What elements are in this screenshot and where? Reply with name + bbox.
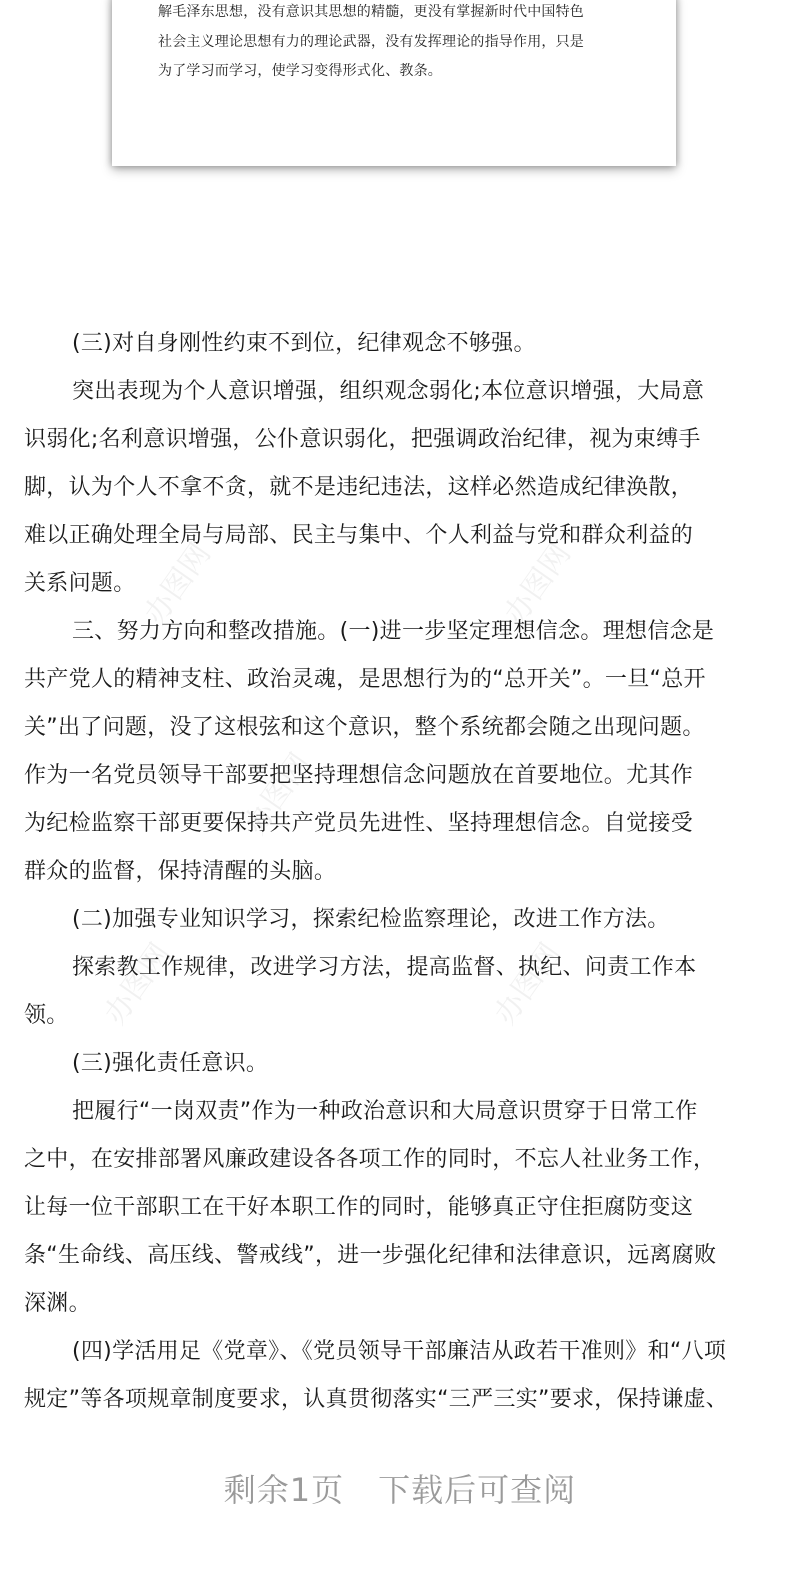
preview-page-card: [112, 0, 676, 166]
doc-paragraph-line: 之中，在安排部署风廉政建设各各项工作的同时，不忘人社业务工作，: [24, 1147, 716, 1172]
preview-text-line: 社会主义理论思想有力的理论武器，没有发挥理论的指导作用，只是: [158, 34, 584, 50]
doc-paragraph-line: 条“生命线、高压线、警戒线”，进一步强化纪律和法律意识，远离腐败: [24, 1243, 717, 1268]
doc-heading-line: (四)学活用足《党章》、《党员领导干部廉洁从政若干准则》和“八项: [72, 1339, 727, 1364]
doc-paragraph-line: 领。: [24, 1003, 69, 1028]
preview-text-line: 解毛泽东思想，没有意识其思想的精髓，更没有掌握新时代中国特色: [158, 4, 584, 20]
doc-heading-line: (三)强化责任意识。: [72, 1051, 269, 1076]
doc-paragraph-line: 三、努力方向和整改措施。(一)进一步坚定理想信念。理想信念是: [72, 619, 715, 644]
doc-paragraph-line: 把履行“一岗双责”作为一种政治意识和大局意识贯穿于日常工作: [72, 1099, 698, 1124]
doc-paragraph-line: 探索教工作规律，改进学习方法，提高监督、执纪、问责工作本: [72, 955, 697, 980]
watermark: 办图网: [97, 937, 179, 1031]
doc-paragraph-line: 让每一位干部职工在干好本职工作的同时，能够真正守住拒腐防变这: [24, 1195, 694, 1220]
doc-paragraph-line: 共产党人的精神支柱、政治灵魂，是思想行为的“总开关”。一旦“总开: [24, 667, 706, 692]
doc-paragraph-line: 为纪检监察干部更要保持共产党员先进性、坚持理想信念。自觉接受: [24, 811, 694, 836]
doc-paragraph-line: 规定”等各项规章制度要求，认真贯彻落实“三严三实”要求，保持谦虚、: [24, 1387, 729, 1412]
doc-paragraph-line: 关”出了问题，没了这根弦和这个意识，整个系统都会随之出现问题。: [24, 715, 705, 740]
doc-paragraph-line: 群众的监督，保持清醒的头脑。: [24, 859, 337, 884]
doc-paragraph-line: 作为一名党员领导干部要把坚持理想信念问题放在首要地位。尤其作: [24, 763, 694, 788]
watermark: 办图网: [237, 747, 319, 841]
watermark: 办图网: [487, 937, 569, 1031]
doc-paragraph-line: 脚，认为个人不拿不贪，就不是违纪违法，这样必然造成纪律涣散，: [24, 475, 694, 500]
doc-paragraph-line: 深渊。: [24, 1291, 91, 1316]
doc-paragraph-line: 关系问题。: [24, 571, 136, 596]
preview-text-line: 为了学习而学习，使学习变得形式化、教条。: [158, 63, 442, 79]
download-to-view-label[interactable]: 下载后可查阅: [378, 1471, 577, 1509]
doc-paragraph-line: 突出表现为个人意识增强，组织观念弱化;本位意识增强，大局意: [72, 379, 705, 404]
download-prompt[interactable]: [0, 1470, 800, 1510]
doc-heading-line: (三)对自身刚性约束不到位，纪律观念不够强。: [72, 331, 536, 356]
doc-paragraph-line: 识弱化;名利意识增强，公仆意识弱化，把强调政治纪律，视为束缚手: [24, 427, 701, 452]
watermark: 办图网: [137, 537, 219, 631]
remaining-pages-label: 剩余1页: [223, 1471, 345, 1509]
watermark: 办图网: [497, 537, 579, 631]
doc-paragraph-line: 难以正确处理全局与局部、民主与集中、个人利益与党和群众利益的: [24, 523, 694, 548]
doc-heading-line: (二)加强专业知识学习，探索纪检监察理论，改进工作方法。: [72, 907, 670, 932]
